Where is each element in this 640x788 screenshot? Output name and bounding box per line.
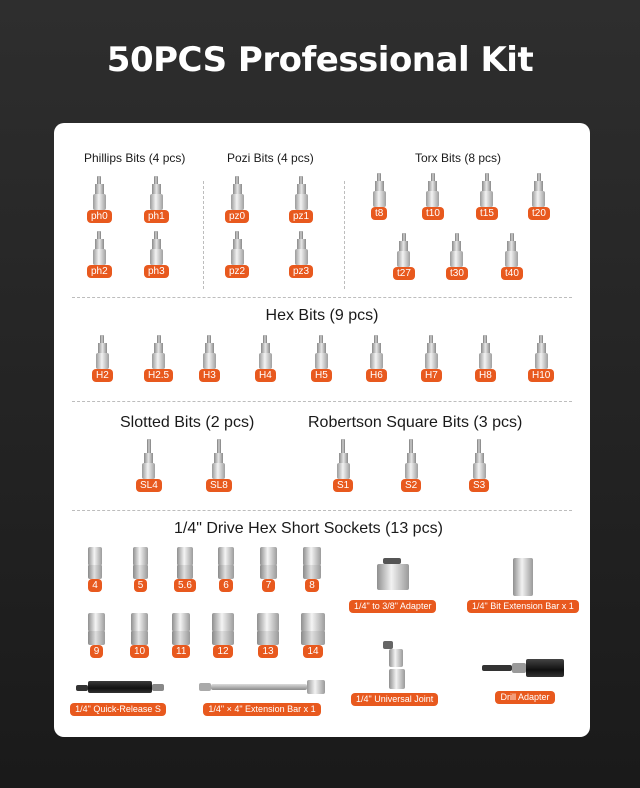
bit-label: t40	[501, 267, 523, 280]
bit-label: H2.5	[144, 369, 173, 382]
bit-H3	[199, 335, 220, 382]
bit-icon	[150, 231, 163, 265]
divider	[203, 181, 204, 289]
bit-icon	[295, 176, 308, 210]
bit-icon	[535, 335, 548, 369]
bit-pz2	[225, 231, 249, 278]
bit-t15	[476, 173, 498, 220]
bit-label: pz2	[225, 265, 249, 278]
universal-joint-icon	[375, 641, 415, 693]
socket-label: 13	[258, 645, 277, 658]
bit-icon	[370, 335, 383, 369]
socket-icon	[131, 613, 148, 645]
socket-13	[257, 613, 279, 658]
bit-icon	[405, 439, 418, 479]
bit-label: pz3	[289, 265, 313, 278]
bit-extension-item	[467, 556, 579, 613]
socket-icon	[218, 547, 234, 579]
phillips-heading: Phillips Bits (4 pcs)	[84, 151, 186, 165]
socket-label: 6	[219, 579, 233, 592]
bit-label: t15	[476, 207, 498, 220]
bit-label: t27	[393, 267, 415, 280]
bit-label: pz0	[225, 210, 249, 223]
socket-11	[172, 613, 190, 658]
socket-icon	[177, 547, 193, 579]
torx-heading: Torx Bits (8 pcs)	[415, 151, 502, 165]
socket-icon	[88, 547, 102, 579]
bit-label: SL4	[136, 479, 162, 492]
socket-5-6	[174, 547, 196, 592]
bit-t27	[393, 233, 415, 280]
bit-t20	[528, 173, 550, 220]
bit-ph0	[87, 176, 112, 223]
quick-release-item	[68, 671, 168, 716]
sockets-heading: 1/4" Drive Hex Short Sockets (13 pcs)	[174, 520, 443, 537]
bit-icon	[295, 231, 308, 265]
kit-card	[54, 123, 590, 737]
bit-icon	[473, 439, 486, 479]
bit-S3	[469, 439, 489, 492]
bit-ph3	[144, 231, 169, 278]
divider	[72, 401, 572, 402]
socket-icon	[257, 613, 279, 645]
page-title: 50PCS Professional Kit	[106, 40, 534, 80]
bit-extension-icon	[503, 556, 543, 600]
bit-H2	[92, 335, 113, 382]
drill-adapter-label: Drill Adapter	[495, 691, 554, 704]
bit-label: t10	[422, 207, 444, 220]
divider	[72, 510, 572, 511]
socket-label: 12	[213, 645, 232, 658]
bit-label: ph0	[87, 210, 112, 223]
bit-icon	[397, 233, 410, 267]
bit-icon	[152, 335, 165, 369]
bit-icon	[505, 233, 518, 267]
bit-icon	[259, 335, 272, 369]
slotted-heading: Slotted Bits (2 pcs)	[120, 414, 255, 431]
divider	[72, 297, 572, 298]
socket-5	[133, 547, 148, 592]
bit-label: S2	[401, 479, 421, 492]
drill-adapter-item	[482, 651, 568, 704]
bit-label: pz1	[289, 210, 313, 223]
divider	[344, 181, 345, 289]
quick-release-label: 1/4" Quick-Release S	[70, 703, 166, 716]
socket-icon	[172, 613, 190, 645]
bit-label: H8	[475, 369, 496, 382]
extension-bar-icon	[195, 671, 329, 703]
socket-label: 14	[303, 645, 322, 658]
bit-pz3	[289, 231, 313, 278]
socket-14	[301, 613, 325, 658]
bit-H2-5	[144, 335, 173, 382]
socket-label: 8	[305, 579, 319, 592]
bit-label: t8	[371, 207, 387, 220]
bit-icon	[337, 439, 350, 479]
bit-label: t30	[446, 267, 468, 280]
adapter-label: 1/4" to 3/8" Adapter	[349, 600, 436, 613]
bit-H8	[475, 335, 496, 382]
bit-icon	[450, 233, 463, 267]
bit-label: H2	[92, 369, 113, 382]
bit-H4	[255, 335, 276, 382]
extension-bar-item	[195, 671, 329, 716]
bit-icon	[231, 176, 244, 210]
socket-label: 7	[262, 579, 276, 592]
pozi-heading: Pozi Bits (4 pcs)	[227, 151, 314, 165]
bit-H10	[528, 335, 554, 382]
bit-icon	[96, 335, 109, 369]
bit-icon	[426, 173, 439, 207]
bit-pz1	[289, 176, 313, 223]
socket-4	[88, 547, 102, 592]
socket-label: 4	[88, 579, 102, 592]
bit-icon	[93, 176, 106, 210]
socket-label: 9	[90, 645, 104, 658]
bit-ph2	[87, 231, 112, 278]
socket-label: 11	[172, 645, 190, 658]
universal-joint-item	[351, 641, 438, 706]
adapter-item	[349, 556, 436, 613]
socket-icon	[212, 613, 234, 645]
socket-label: 5	[134, 579, 148, 592]
bit-icon	[425, 335, 438, 369]
bit-label: ph3	[144, 265, 169, 278]
bit-label: S1	[333, 479, 353, 492]
socket-8	[303, 547, 321, 592]
bit-S1	[333, 439, 353, 492]
bit-icon	[212, 439, 225, 479]
bit-label: ph2	[87, 265, 112, 278]
bit-icon	[231, 231, 244, 265]
bit-S2	[401, 439, 421, 492]
bit-label: H6	[366, 369, 387, 382]
drill-adapter-icon	[482, 651, 568, 691]
bit-label: ph1	[144, 210, 169, 223]
bit-SL4	[136, 439, 162, 492]
socket-icon	[133, 547, 148, 579]
bit-label: H7	[421, 369, 442, 382]
extension-bar-label: 1/4" × 4" Extension Bar x 1	[203, 703, 320, 716]
robertson-heading: Robertson Square Bits (3 pcs)	[308, 414, 523, 431]
bit-icon	[315, 335, 328, 369]
bit-icon	[373, 173, 386, 207]
bit-label: H4	[255, 369, 276, 382]
socket-10	[130, 613, 149, 658]
bit-extension-label: 1/4" Bit Extension Bar x 1	[467, 600, 579, 613]
bit-ph1	[144, 176, 169, 223]
socket-icon	[260, 547, 277, 579]
bit-pz0	[225, 176, 249, 223]
quick-release-icon	[68, 671, 168, 703]
socket-9	[88, 613, 105, 658]
socket-12	[212, 613, 234, 658]
bit-H7	[421, 335, 442, 382]
socket-icon	[303, 547, 321, 579]
bit-label: S3	[469, 479, 489, 492]
bit-label: t20	[528, 207, 550, 220]
bit-label: H3	[199, 369, 220, 382]
socket-label: 10	[130, 645, 149, 658]
bit-icon	[93, 231, 106, 265]
bit-icon	[203, 335, 216, 369]
bit-icon	[480, 173, 493, 207]
socket-label: 5.6	[174, 579, 196, 592]
bit-label: H10	[528, 369, 554, 382]
bit-label: SL8	[206, 479, 232, 492]
socket-icon	[88, 613, 105, 645]
bit-t30	[446, 233, 468, 280]
universal-joint-label: 1/4" Universal Joint	[351, 693, 438, 706]
bit-t8	[371, 173, 387, 220]
socket-icon	[301, 613, 325, 645]
bit-t10	[422, 173, 444, 220]
socket-7	[260, 547, 277, 592]
bit-t40	[501, 233, 523, 280]
hex-heading: Hex Bits (9 pcs)	[265, 307, 379, 324]
bit-icon	[532, 173, 545, 207]
bit-H5	[311, 335, 332, 382]
bit-label: H5	[311, 369, 332, 382]
socket-6	[218, 547, 234, 592]
adapter-icon	[373, 556, 413, 600]
bit-icon	[479, 335, 492, 369]
bit-SL8	[206, 439, 232, 492]
bit-H6	[366, 335, 387, 382]
bit-icon	[142, 439, 155, 479]
bit-icon	[150, 176, 163, 210]
